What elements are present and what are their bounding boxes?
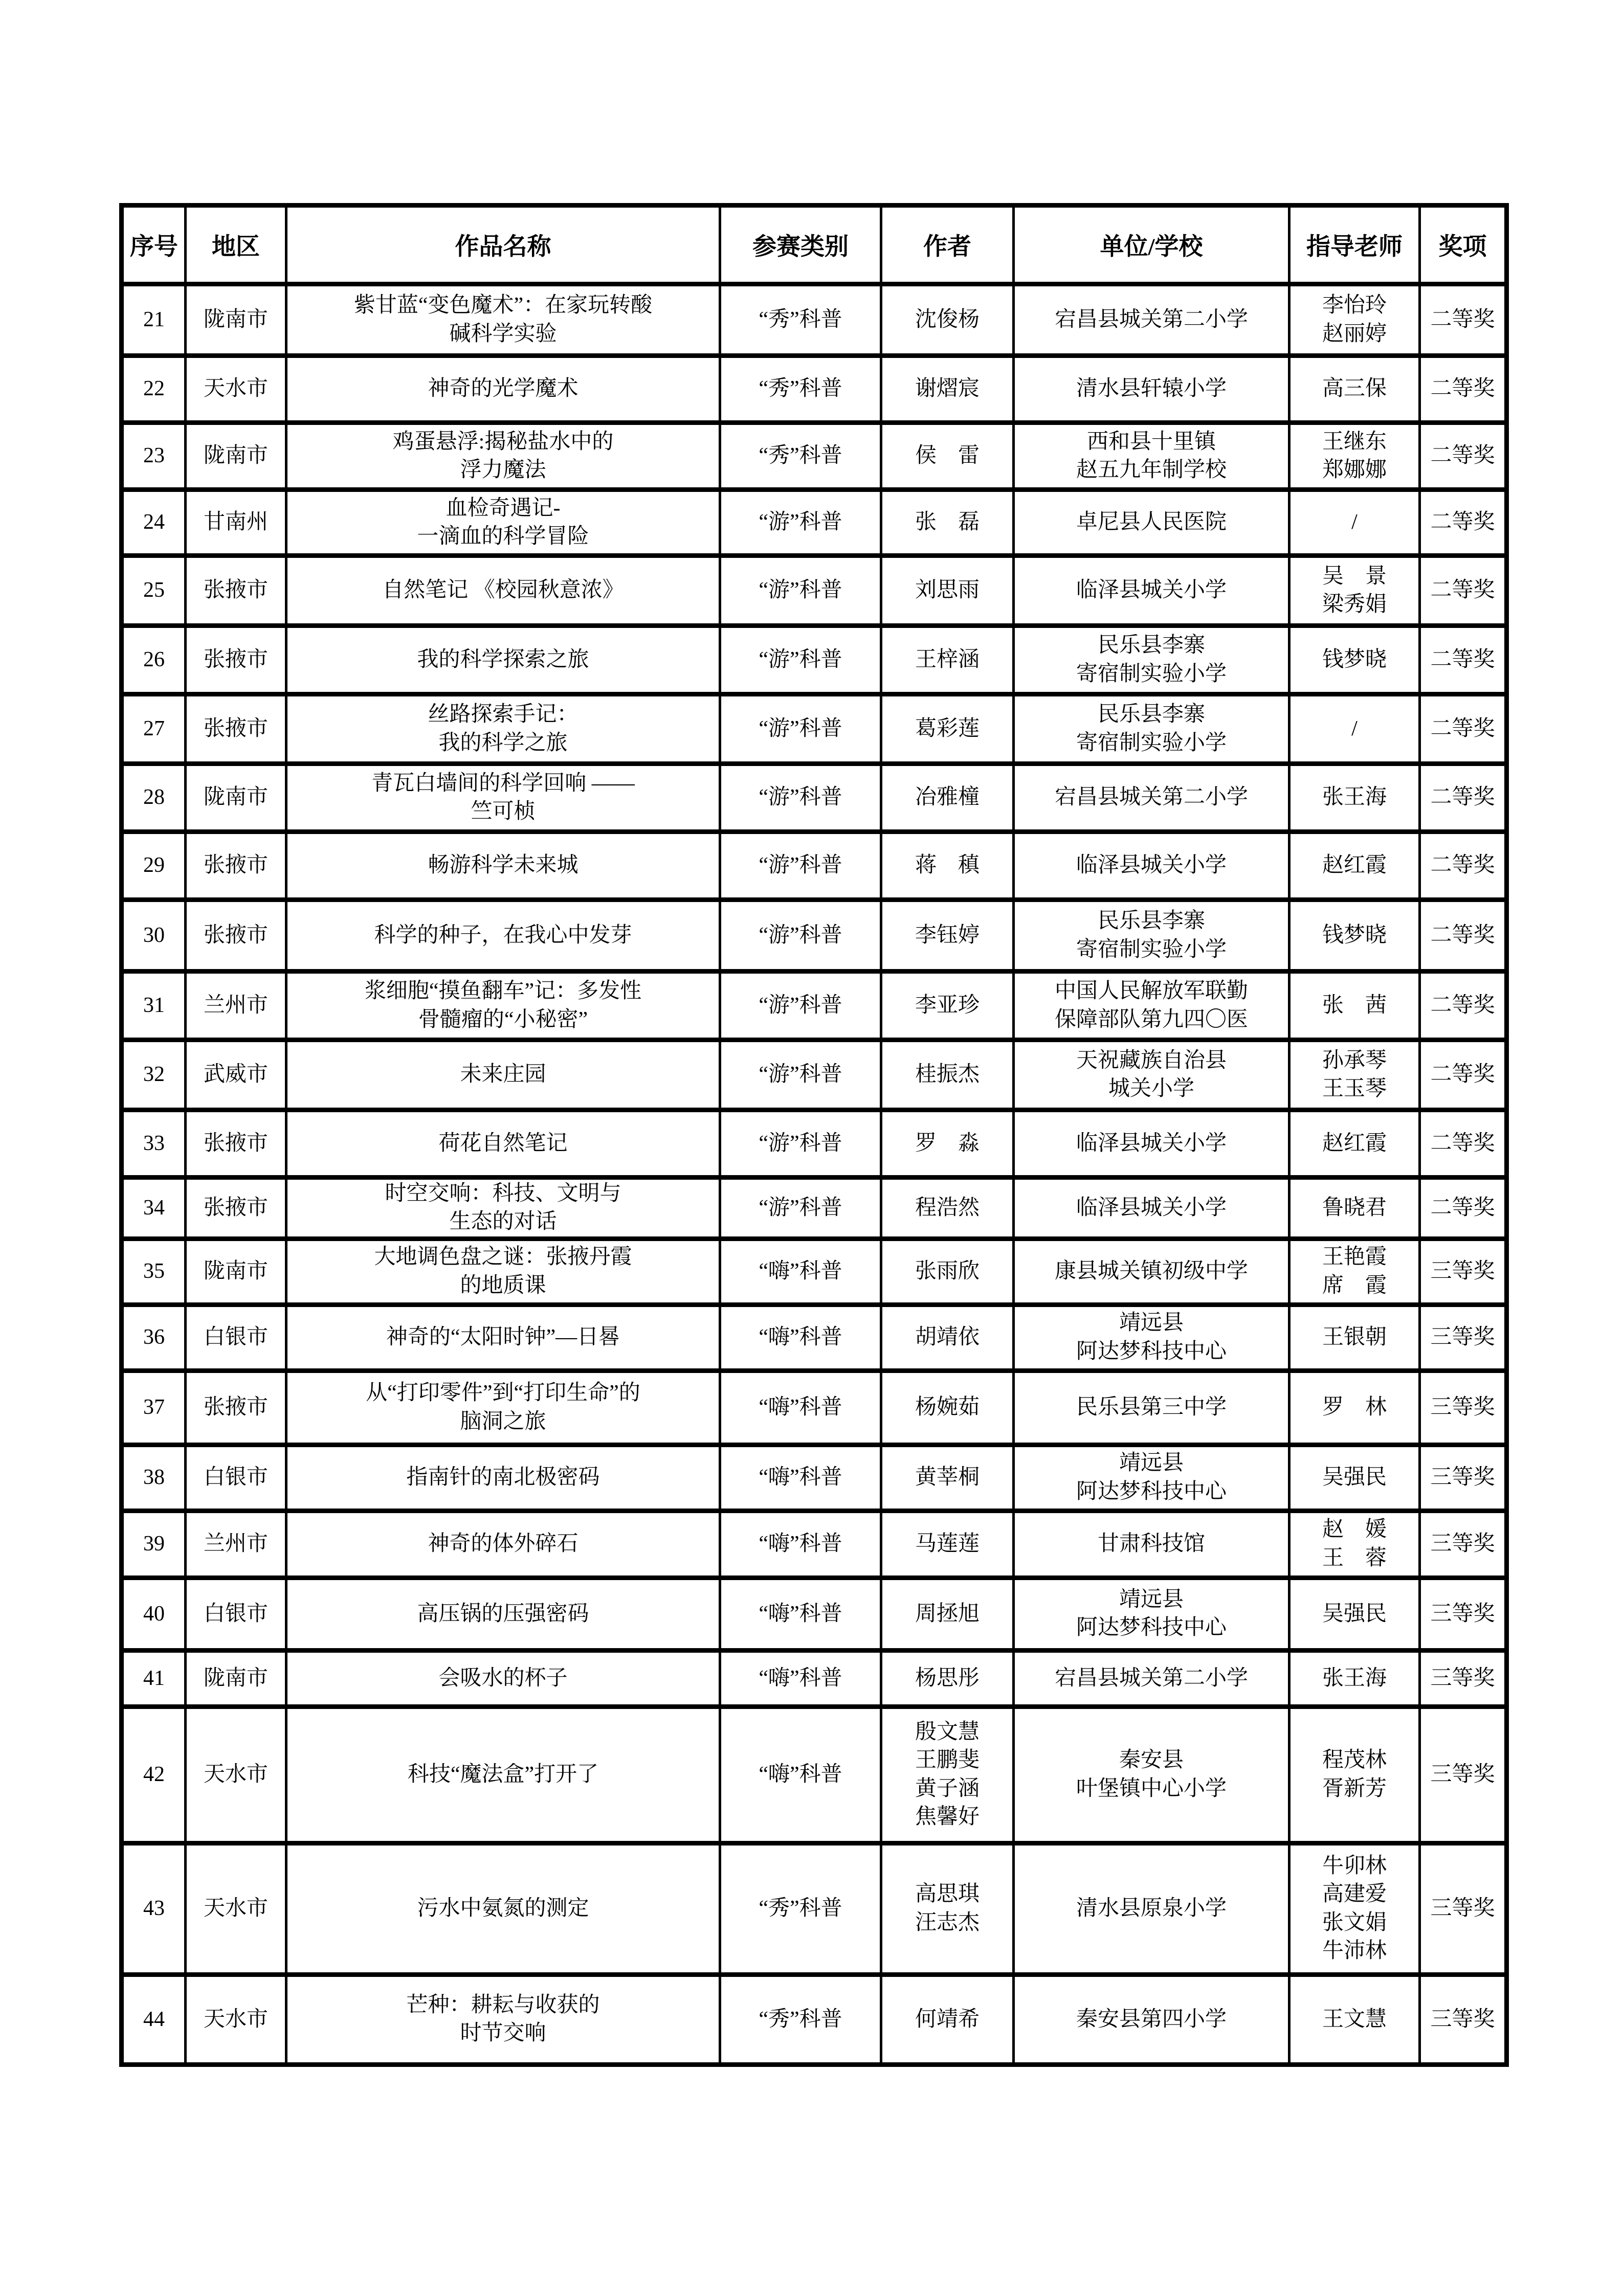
cell-teacher: 赵红霞 <box>1289 832 1420 900</box>
table-row <box>122 1445 1507 1511</box>
cell-award: 二等奖 <box>1420 490 1507 556</box>
cell-unit: 秦安县第四小学 <box>1014 1974 1289 2064</box>
cell-teacher: 钱梦晓 <box>1289 900 1420 972</box>
table-row <box>122 1178 1507 1239</box>
column-header-region: 地区 <box>186 206 286 284</box>
cell-category: “嗨”科普 <box>720 1511 881 1578</box>
cell-award: 二等奖 <box>1420 900 1507 972</box>
cell-unit: 临泽县城关小学 <box>1014 556 1289 626</box>
cell-teacher: 张 茜 <box>1289 972 1420 1040</box>
cell-region: 张掖市 <box>186 556 286 626</box>
cell-author: 杨婉茹 <box>881 1370 1014 1445</box>
cell-unit: 中国人民解放军联勤 保障部队第九四〇医 <box>1014 972 1289 1040</box>
cell-author: 程浩然 <box>881 1178 1014 1239</box>
cell-unit: 民乐县李寨 寄宿制实验小学 <box>1014 694 1289 764</box>
cell-title: 未来庄园 <box>286 1040 720 1110</box>
column-header-category: 参赛类别 <box>720 206 881 284</box>
cell-category: “游”科普 <box>720 1110 881 1178</box>
cell-title: 浆细胞“摸鱼翻车”记：多发性 骨髓瘤的“小秘密” <box>286 972 720 1040</box>
cell-author: 胡靖依 <box>881 1304 1014 1370</box>
cell-category: “游”科普 <box>720 490 881 556</box>
cell-author: 侯 雷 <box>881 423 1014 490</box>
cell-author: 李亚珍 <box>881 972 1014 1040</box>
cell-index: 24 <box>122 490 186 556</box>
cell-title: 我的科学探索之旅 <box>286 626 720 694</box>
column-header-award: 奖项 <box>1420 206 1507 284</box>
cell-category: “嗨”科普 <box>720 1706 881 1843</box>
cell-teacher: 钱梦晓 <box>1289 626 1420 694</box>
cell-award: 二等奖 <box>1420 626 1507 694</box>
cell-author: 冶雅橦 <box>881 764 1014 832</box>
cell-index: 42 <box>122 1706 186 1843</box>
cell-index: 36 <box>122 1304 186 1370</box>
cell-award: 二等奖 <box>1420 556 1507 626</box>
cell-index: 33 <box>122 1110 186 1178</box>
table-row <box>122 1040 1507 1110</box>
cell-index: 27 <box>122 694 186 764</box>
cell-region: 天水市 <box>186 1843 286 1974</box>
cell-award: 二等奖 <box>1420 972 1507 1040</box>
cell-category: “游”科普 <box>720 1178 881 1239</box>
table-row <box>122 1706 1507 1843</box>
cell-teacher: 王银朝 <box>1289 1304 1420 1370</box>
cell-award: 三等奖 <box>1420 1650 1507 1706</box>
cell-region: 白银市 <box>186 1578 286 1650</box>
cell-index: 38 <box>122 1445 186 1511</box>
table-row <box>122 556 1507 626</box>
cell-index: 25 <box>122 556 186 626</box>
cell-unit: 靖远县 阿达梦科技中心 <box>1014 1445 1289 1511</box>
cell-teacher: 吴强民 <box>1289 1445 1420 1511</box>
cell-region: 白银市 <box>186 1304 286 1370</box>
cell-unit: 宕昌县城关第二小学 <box>1014 764 1289 832</box>
cell-teacher: 赵红霞 <box>1289 1110 1420 1178</box>
cell-award: 二等奖 <box>1420 764 1507 832</box>
column-header-author: 作者 <box>881 206 1014 284</box>
cell-author: 何靖希 <box>881 1974 1014 2064</box>
table-row <box>122 764 1507 832</box>
table-row <box>122 972 1507 1040</box>
cell-region: 张掖市 <box>186 626 286 694</box>
cell-unit: 临泽县城关小学 <box>1014 832 1289 900</box>
cell-author: 沈俊杨 <box>881 284 1014 356</box>
cell-teacher: 牛卯林 高建爱 张文娟 牛沛林 <box>1289 1843 1420 1974</box>
cell-title: 紫甘蓝“变色魔术”：在家玩转酸 碱科学实验 <box>286 284 720 356</box>
cell-title: 畅游科学未来城 <box>286 832 720 900</box>
table-row <box>122 694 1507 764</box>
cell-title: 时空交响：科技、文明与 生态的对话 <box>286 1178 720 1239</box>
cell-teacher: 李怡玲 赵丽婷 <box>1289 284 1420 356</box>
cell-teacher: 王文慧 <box>1289 1974 1420 2064</box>
cell-unit: 民乐县李寨 寄宿制实验小学 <box>1014 626 1289 694</box>
cell-award: 三等奖 <box>1420 1239 1507 1304</box>
cell-unit: 宕昌县城关第二小学 <box>1014 284 1289 356</box>
cell-teacher: 程茂林 胥新芳 <box>1289 1706 1420 1843</box>
cell-category: “游”科普 <box>720 556 881 626</box>
cell-unit: 康县城关镇初级中学 <box>1014 1239 1289 1304</box>
cell-author: 张 磊 <box>881 490 1014 556</box>
cell-category: “嗨”科普 <box>720 1650 881 1706</box>
cell-unit: 秦安县 叶堡镇中心小学 <box>1014 1706 1289 1843</box>
cell-title: 自然笔记 《校园秋意浓》 <box>286 556 720 626</box>
cell-title: 丝路探索手记： 我的科学之旅 <box>286 694 720 764</box>
cell-award: 三等奖 <box>1420 1445 1507 1511</box>
cell-award: 二等奖 <box>1420 1110 1507 1178</box>
table-row <box>122 1370 1507 1445</box>
cell-title: 大地调色盘之谜：张掖丹霞 的地质课 <box>286 1239 720 1304</box>
table-row <box>122 490 1507 556</box>
table-row <box>122 1110 1507 1178</box>
table-row <box>122 900 1507 972</box>
table-row <box>122 626 1507 694</box>
cell-category: “游”科普 <box>720 832 881 900</box>
table-row <box>122 356 1507 423</box>
cell-title: 神奇的“太阳时钟”—日晷 <box>286 1304 720 1370</box>
cell-title: 青瓦白墙间的科学回响 —— 竺可桢 <box>286 764 720 832</box>
cell-index: 30 <box>122 900 186 972</box>
cell-index: 43 <box>122 1843 186 1974</box>
cell-region: 陇南市 <box>186 423 286 490</box>
cell-index: 29 <box>122 832 186 900</box>
cell-unit: 天祝藏族自治县 城关小学 <box>1014 1040 1289 1110</box>
cell-author: 桂振杰 <box>881 1040 1014 1110</box>
cell-teacher: 高三保 <box>1289 356 1420 423</box>
cell-teacher: 吴 景 梁秀娟 <box>1289 556 1420 626</box>
cell-title: 神奇的光学魔术 <box>286 356 720 423</box>
cell-index: 41 <box>122 1650 186 1706</box>
cell-award: 二等奖 <box>1420 423 1507 490</box>
cell-teacher: 鲁晓君 <box>1289 1178 1420 1239</box>
cell-category: “秀”科普 <box>720 423 881 490</box>
cell-title: 指南针的南北极密码 <box>286 1445 720 1511</box>
cell-unit: 甘肃科技馆 <box>1014 1511 1289 1578</box>
cell-title: 科技“魔法盒”打开了 <box>286 1706 720 1843</box>
cell-unit: 清水县原泉小学 <box>1014 1843 1289 1974</box>
cell-region: 陇南市 <box>186 1239 286 1304</box>
cell-teacher: 赵 媛 王 蓉 <box>1289 1511 1420 1578</box>
cell-region: 天水市 <box>186 1706 286 1843</box>
cell-award: 三等奖 <box>1420 1370 1507 1445</box>
cell-region: 张掖市 <box>186 1370 286 1445</box>
cell-unit: 西和县十里镇 赵五九年制学校 <box>1014 423 1289 490</box>
cell-author: 殷文慧 王鹏斐 黄子涵 焦馨好 <box>881 1706 1014 1843</box>
cell-author: 杨思彤 <box>881 1650 1014 1706</box>
cell-region: 天水市 <box>186 356 286 423</box>
cell-author: 李钰婷 <box>881 900 1014 972</box>
cell-region: 兰州市 <box>186 1511 286 1578</box>
cell-region: 天水市 <box>186 1974 286 2064</box>
cell-unit: 临泽县城关小学 <box>1014 1110 1289 1178</box>
cell-unit: 民乐县第三中学 <box>1014 1370 1289 1445</box>
cell-unit: 靖远县 阿达梦科技中心 <box>1014 1578 1289 1650</box>
cell-category: “秀”科普 <box>720 284 881 356</box>
cell-title: 高压锅的压强密码 <box>286 1578 720 1650</box>
cell-title: 鸡蛋悬浮:揭秘盐水中的 浮力魔法 <box>286 423 720 490</box>
cell-title: 科学的种子，在我心中发芽 <box>286 900 720 972</box>
cell-title: 会吸水的杯子 <box>286 1650 720 1706</box>
cell-index: 26 <box>122 626 186 694</box>
cell-author: 蒋 稹 <box>881 832 1014 900</box>
cell-title: 从“打印零件”到“打印生命”的 脑洞之旅 <box>286 1370 720 1445</box>
cell-title: 芒种：耕耘与收获的 时节交响 <box>286 1974 720 2064</box>
cell-region: 张掖市 <box>186 694 286 764</box>
column-header-unit: 单位/学校 <box>1014 206 1289 284</box>
table-row <box>122 284 1507 356</box>
cell-award: 三等奖 <box>1420 1974 1507 2064</box>
cell-category: “嗨”科普 <box>720 1239 881 1304</box>
cell-category: “嗨”科普 <box>720 1370 881 1445</box>
cell-award: 三等奖 <box>1420 1706 1507 1843</box>
cell-category: “游”科普 <box>720 900 881 972</box>
table-row <box>122 1304 1507 1370</box>
cell-index: 31 <box>122 972 186 1040</box>
cell-title: 荷花自然笔记 <box>286 1110 720 1178</box>
cell-region: 张掖市 <box>186 900 286 972</box>
cell-title: 血检奇遇记- 一滴血的科学冒险 <box>286 490 720 556</box>
cell-region: 甘南州 <box>186 490 286 556</box>
cell-award: 二等奖 <box>1420 284 1507 356</box>
column-header-index: 序号 <box>122 206 186 284</box>
cell-index: 39 <box>122 1511 186 1578</box>
table-row <box>122 1511 1507 1578</box>
cell-region: 武威市 <box>186 1040 286 1110</box>
cell-category: “秀”科普 <box>720 1843 881 1974</box>
cell-title: 污水中氨氮的测定 <box>286 1843 720 1974</box>
cell-unit: 宕昌县城关第二小学 <box>1014 1650 1289 1706</box>
cell-region: 张掖市 <box>186 1110 286 1178</box>
cell-award: 三等奖 <box>1420 1511 1507 1578</box>
cell-award: 三等奖 <box>1420 1578 1507 1650</box>
cell-teacher: 王继东 郑娜娜 <box>1289 423 1420 490</box>
cell-index: 37 <box>122 1370 186 1445</box>
award-list-sheet <box>119 203 1509 2067</box>
cell-index: 32 <box>122 1040 186 1110</box>
cell-unit: 民乐县李寨 寄宿制实验小学 <box>1014 900 1289 972</box>
cell-author: 高思琪 汪志杰 <box>881 1843 1014 1974</box>
cell-author: 刘思雨 <box>881 556 1014 626</box>
cell-index: 40 <box>122 1578 186 1650</box>
cell-region: 白银市 <box>186 1445 286 1511</box>
table-row <box>122 832 1507 900</box>
cell-unit: 临泽县城关小学 <box>1014 1178 1289 1239</box>
cell-category: “游”科普 <box>720 626 881 694</box>
cell-author: 周拯旭 <box>881 1578 1014 1650</box>
cell-index: 22 <box>122 356 186 423</box>
cell-author: 罗 淼 <box>881 1110 1014 1178</box>
cell-region: 陇南市 <box>186 1650 286 1706</box>
cell-award: 二等奖 <box>1420 1040 1507 1110</box>
cell-region: 张掖市 <box>186 1178 286 1239</box>
cell-region: 陇南市 <box>186 284 286 356</box>
cell-teacher: 王艳霞 席 霞 <box>1289 1239 1420 1304</box>
table-row <box>122 1843 1507 1974</box>
table-row <box>122 423 1507 490</box>
cell-award: 三等奖 <box>1420 1843 1507 1974</box>
cell-index: 44 <box>122 1974 186 2064</box>
cell-index: 21 <box>122 284 186 356</box>
cell-index: 35 <box>122 1239 186 1304</box>
cell-index: 34 <box>122 1178 186 1239</box>
cell-title: 神奇的体外碎石 <box>286 1511 720 1578</box>
cell-index: 28 <box>122 764 186 832</box>
award-table <box>119 203 1509 2067</box>
cell-category: “嗨”科普 <box>720 1445 881 1511</box>
cell-category: “游”科普 <box>720 1040 881 1110</box>
cell-teacher: 吴强民 <box>1289 1578 1420 1650</box>
cell-index: 23 <box>122 423 186 490</box>
table-row <box>122 1239 1507 1304</box>
table-body <box>122 284 1507 2065</box>
cell-unit: 卓尼县人民医院 <box>1014 490 1289 556</box>
cell-region: 张掖市 <box>186 832 286 900</box>
cell-region: 陇南市 <box>186 764 286 832</box>
table-row <box>122 1974 1507 2064</box>
cell-award: 二等奖 <box>1420 356 1507 423</box>
cell-category: “游”科普 <box>720 972 881 1040</box>
cell-teacher: 张王海 <box>1289 1650 1420 1706</box>
column-header-teacher: 指导老师 <box>1289 206 1420 284</box>
cell-teacher: / <box>1289 694 1420 764</box>
cell-award: 三等奖 <box>1420 1304 1507 1370</box>
cell-award: 二等奖 <box>1420 832 1507 900</box>
cell-author: 张雨欣 <box>881 1239 1014 1304</box>
cell-award: 二等奖 <box>1420 694 1507 764</box>
cell-unit: 清水县轩辕小学 <box>1014 356 1289 423</box>
cell-award: 二等奖 <box>1420 1178 1507 1239</box>
cell-author: 葛彩莲 <box>881 694 1014 764</box>
cell-author: 王梓涵 <box>881 626 1014 694</box>
cell-category: “秀”科普 <box>720 1974 881 2064</box>
cell-author: 马莲莲 <box>881 1511 1014 1578</box>
cell-category: “秀”科普 <box>720 356 881 423</box>
cell-teacher: 孙承琴 王玉琴 <box>1289 1040 1420 1110</box>
column-header-title: 作品名称 <box>286 206 720 284</box>
cell-author: 黄莘桐 <box>881 1445 1014 1511</box>
cell-teacher: / <box>1289 490 1420 556</box>
cell-region: 兰州市 <box>186 972 286 1040</box>
cell-teacher: 张王海 <box>1289 764 1420 832</box>
cell-category: “嗨”科普 <box>720 1304 881 1370</box>
cell-category: “嗨”科普 <box>720 1578 881 1650</box>
table-row <box>122 1650 1507 1706</box>
table-row <box>122 1578 1507 1650</box>
cell-teacher: 罗 林 <box>1289 1370 1420 1445</box>
header-row <box>122 206 1507 284</box>
cell-category: “游”科普 <box>720 694 881 764</box>
cell-author: 谢熠宸 <box>881 356 1014 423</box>
cell-category: “游”科普 <box>720 764 881 832</box>
cell-unit: 靖远县 阿达梦科技中心 <box>1014 1304 1289 1370</box>
